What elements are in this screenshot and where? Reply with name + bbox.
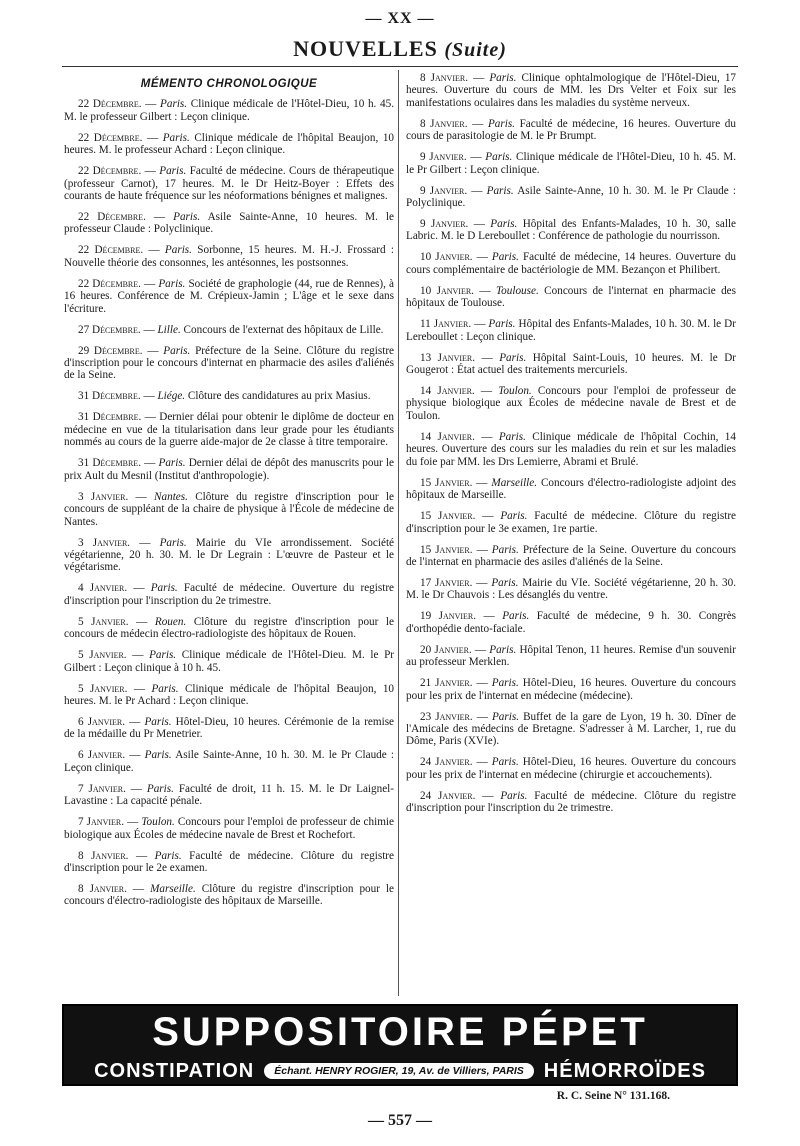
entry-text: Hôpital des Enfants-Malades, 10 h. 30. M. le Dr Lereboullet : Leçon clinique. xyxy=(406,318,736,343)
entry-city: Toulon. xyxy=(498,385,532,398)
entry-city: Paris. xyxy=(502,610,530,623)
entry-date: 3 Janvier. xyxy=(78,490,129,503)
entry-text: Mairie du VIe. Société végétarienne, 20 h. 30. M. le Dr Chauvois : Les désanglés du ventre. xyxy=(406,576,736,602)
agenda-entry: 10 Janvier. — Toulouse. Concours de l'internat en pharmacie des hôpitaux de Toulouse. xyxy=(406,284,736,310)
agenda-entry: 8 Janvier. — Paris. Faculté de médecine. Clôture du registre d'inscription pour le 2e examen. xyxy=(64,849,394,874)
ad-title: SUPPOSITOIRE PÉPET xyxy=(152,1010,648,1054)
agenda-entry: 9 Janvier. — Paris. Hôpital des Enfants-Malades, 10 h. 30, salle Labric. M. le D Lereboullet : Conférence de pathologie du nourrisson. xyxy=(406,218,736,243)
agenda-entry: 13 Janvier. — Paris. Hôpital Saint-Louis, 10 heures. M. le Dr Gougerot : État actuel des traitements mercuriels. xyxy=(406,351,736,377)
entry-date: 31 Décembre. xyxy=(78,411,142,424)
entry-text: Concours d'électro-radiologiste adjoint des hôpitaux de Marseille. xyxy=(406,476,736,502)
entry-city: Paris. xyxy=(158,457,186,470)
agenda-entry: 14 Janvier. — Paris. Clinique médicale de l'hôpital Cochin, 14 heures. Ouverture des cours sur les maladies du rein et sur les maladies du foie par MM. les Drs Lemierre, Abrami et Brulé. xyxy=(406,430,736,468)
entry-date: 31 Décembre. xyxy=(78,390,141,403)
entry-city: Toulouse. xyxy=(495,284,539,297)
agenda-entry: 3 Janvier. — Paris. Mairie du VIe arrondissement. Société végétarienne, 20 h. 30. M. le Dr Legrain : L'œuvre de Pasteur et le végétarisme. xyxy=(64,536,394,574)
entry-date: 8 Janvier. xyxy=(78,849,129,862)
entry-city: Liége. xyxy=(157,390,186,403)
registry-number: R. C. Seine N° 131.168. xyxy=(556,1090,670,1102)
entry-text: Asile Sainte-Anne, 10 heures. M. le professeur Claude : Polyclinique. xyxy=(64,211,394,236)
agenda-entry: 9 Janvier. — Paris. Asile Sainte-Anne, 10 h. 30. M. le Pr Claude : Polyclinique. xyxy=(406,184,736,210)
ad-right-text: HÉMORROÏDES xyxy=(543,1059,706,1082)
agenda-entry: 31 Décembre. — Dernier délai pour obtenir le diplôme de docteur en médecine en vue de la titularisation dans leur grade pour les étudiants nommés au cours de la guerre aide-major de 2e classe à titre temporaire. xyxy=(64,411,394,449)
agenda-entry: 20 Janvier. — Paris. Hôpital Tenon, 11 heures. Remise d'un souvenir au professeur Merklen. xyxy=(406,643,736,669)
entry-text: Clinique médicale de l'Hôtel-Dieu. M. le Pr Gilbert : Leçon clinique à 10 h. 45. xyxy=(64,649,394,674)
agenda-entry: 4 Janvier. — Paris. Faculté de médecine. Ouverture du registre d'inscription pour l'inscription du 2e trimestre. xyxy=(64,582,394,607)
entry-city: Paris. xyxy=(491,251,519,264)
page-folio-top: — XX — xyxy=(365,10,435,27)
agenda-entry: 3 Janvier. — Nantes. Clôture du registre d'inscription pour le concours de suppléant de la chaire de physique à l'École de médecine de Nantes. xyxy=(64,490,394,528)
entry-city: Paris. xyxy=(149,649,177,662)
entry-text: Asile Sainte-Anne, 10 h. 30. M. le Pr Claude : Polyclinique. xyxy=(406,184,736,210)
agenda-entry: 22 Décembre. — Paris. Clinique médicale de l'hôpital Beaujon, 10 heures. M. le professeur Achard : Leçon clinique. xyxy=(64,131,394,157)
entry-city: Paris. xyxy=(146,782,174,795)
entry-date: 17 Janvier. xyxy=(420,576,473,589)
entry-city: Paris. xyxy=(498,430,526,443)
agenda-entry: 22 Décembre. — Paris. Asile Sainte-Anne, 10 heures. M. le professeur Claude : Polyclinique. xyxy=(64,211,394,236)
entry-text: Faculté de médecine. Ouverture du registre d'inscription pour l'inscription du 2e trimestre. xyxy=(64,582,394,607)
entry-city: Paris. xyxy=(150,582,178,595)
entry-city: Paris. xyxy=(163,344,191,357)
agenda-entry: 8 Janvier. — Marseille. Clôture du registre d'inscription pour le concours d'électro-radiologiste des hôpitaux de Marseille. xyxy=(64,882,394,908)
agenda-entry: 8 Janvier. — Paris. Faculté de médecine, 16 heures. Ouverture du cours de parasitologie de M. le Pr Brumpt. xyxy=(406,117,736,143)
entry-date: 22 Décembre. xyxy=(78,211,146,224)
entry-city: Paris. xyxy=(499,351,527,364)
entry-date: 22 Décembre. xyxy=(78,98,142,111)
entry-city: Paris. xyxy=(490,218,518,231)
page-folio-bottom: — 557 — xyxy=(368,1112,432,1129)
entry-text: Hôpital Tenon, 11 heures. Remise d'un souvenir au professeur Merklen. xyxy=(406,643,736,669)
entry-date: 5 Janvier. xyxy=(78,649,127,662)
entry-date: 9 Janvier. xyxy=(420,151,467,164)
entry-city: Paris. xyxy=(486,184,514,197)
agenda-entry: 23 Janvier. — Paris. Buffet de la gare de Lyon, 19 h. 30. Dîner de l'Amicale des médecins de Bretagne. S'adresser à M. Larcher, 1, rue du Dôme, Paris (XVIe). xyxy=(406,710,736,748)
entry-text: Concours de l'externat des hôpitaux de Lille. xyxy=(183,323,384,336)
entry-city: Paris. xyxy=(173,211,201,224)
agenda-entry: 5 Janvier. — Rouen. Clôture du registre d'inscription pour le concours de médecin électro-radiologiste des hôpitaux de Rouen. xyxy=(64,615,394,641)
agenda-entry: 24 Janvier. — Paris. Faculté de médecine. Clôture du registre d'inscription pour l'inscription du 2e trimestre. xyxy=(406,789,736,815)
entry-city: Paris. xyxy=(489,643,517,656)
entry-text: Faculté de médecine, 14 heures. Ouverture du cours complémentaire de bactériologie de MM. Bezançon et Philibert. xyxy=(406,251,736,276)
entry-text: Faculté de médecine, 16 heures. Ouverture du cours de parasitologie de M. le Pr Brumpt. xyxy=(406,117,736,143)
entry-city: Nantes. xyxy=(154,490,188,503)
entry-date: 22 Décembre. xyxy=(78,244,144,257)
entry-date: 14 Janvier. xyxy=(420,430,475,443)
entry-city: Paris. xyxy=(144,715,172,728)
entry-text: Hôpital des Enfants-Malades, 10 h. 30, salle Labric. M. le D Lereboullet : Conférence de pathologie du nourrisson. xyxy=(406,218,736,243)
entry-city: Paris. xyxy=(491,543,519,556)
entry-text: Clinique ophtalmologique de l'Hôtel-Dieu, 17 heures. Ouverture du cours de MM. les Drs Velter et Foix sur les manifestations oculaires dans les maladies du système nerveux. xyxy=(406,72,736,109)
section-title-main: NOUVELLES xyxy=(293,36,438,61)
memento-heading: MÉMENTO CHRONOLOGIQUE xyxy=(140,78,318,90)
entry-city: Paris. xyxy=(485,151,513,164)
entry-city: Toulon. xyxy=(141,816,175,829)
entry-date: 3 Janvier. xyxy=(78,536,131,549)
entry-text: Clinique médicale de l'hôpital Beaujon, 10 heures. M. le professeur Achard : Leçon clinique. xyxy=(64,131,394,157)
entry-date: 6 Janvier. xyxy=(78,715,126,728)
agenda-entry: 24 Janvier. — Paris. Hôtel-Dieu, 16 heures. Ouverture du concours pour les prix de l'internat en médecine (chirurgie et accouchements). xyxy=(406,756,736,781)
agenda-entry: 5 Janvier. — Paris. Clinique médicale de l'Hôtel-Dieu. M. le Pr Gilbert : Leçon clinique à 10 h. 45. xyxy=(64,649,394,674)
entry-text: Clinique médicale de l'hôpital Cochin, 14 heures. Ouverture des cours sur les maladies du rein et sur les maladies du foie par MM. les Drs Lemierre, Abrami et Brulé. xyxy=(406,430,736,468)
left-column xyxy=(64,72,394,994)
entry-date: 10 Janvier. xyxy=(420,284,474,297)
agenda-entry: 7 Janvier. — Toulon. Concours pour l'emploi de professeur de chimie biologique aux Écoles de médecine navale de Brest et Rochefort. xyxy=(64,816,394,841)
agenda-entry: 15 Janvier. — Paris. Faculté de médecine. Clôture du registre d'inscription pour le 3e examen, 1re partie. xyxy=(406,510,736,535)
entry-city: Paris. xyxy=(491,756,519,769)
entry-text: Clinique médicale de l'Hôtel-Dieu, 10 h. 45. M. le professeur Gilbert : Leçon clinique. xyxy=(64,98,394,123)
entry-date: 11 Janvier. xyxy=(420,318,472,331)
agenda-entry: 5 Janvier. — Paris. Clinique médicale de l'hôpital Beaujon, 10 heures. M. le Pr Achard : Leçon clinique. xyxy=(64,682,394,707)
entry-date: 31 Décembre. xyxy=(78,457,141,470)
entry-text: Clôture du registre d'inscription pour le concours de médecin électro-radiologiste des hôpitaux de Rouen. xyxy=(64,615,394,641)
agenda-entry: 22 Décembre. — Paris. Sorbonne, 15 heures. M. H.-J. Frossard : Nouvelle théorie des consonnes, les antésonnes, les postsonnes. xyxy=(64,244,394,269)
entry-date: 7 Janvier. xyxy=(78,782,126,795)
entry-text: Concours de l'internat en pharmacie des hôpitaux de Toulouse. xyxy=(406,284,736,310)
entry-city: Paris. xyxy=(489,72,517,84)
agenda-entry: 21 Janvier. — Paris. Hôtel-Dieu, 16 heures. Ouverture du concours pour les prix de l'internat en médecine (médecine). xyxy=(406,677,736,702)
agenda-entry: 31 Décembre. — Liége. Clôture des candidatures au prix Masius. xyxy=(78,390,371,403)
entry-date: 7 Janvier. xyxy=(78,816,125,829)
entry-text: Sorbonne, 15 heures. M. H.-J. Frossard : Nouvelle théorie des consonnes, les antésonnes, les postsonnes. xyxy=(64,244,394,269)
entry-date: 27 Décembre. xyxy=(78,323,141,336)
entry-text: Hôtel-Dieu, 10 heures. Cérémonie de la remise de la médaille du Pr Menetrier. xyxy=(64,715,394,741)
entry-text: Hôtel-Dieu, 16 heures. Ouverture du concours pour les prix de l'internat en médecine (chirurgie et accouchements). xyxy=(406,756,736,781)
entry-text: Mairie du VIe arrondissement. Société végétarienne, 20 h. 30. M. le Dr Legrain : L'œuvre de Pasteur et le végétarisme. xyxy=(64,536,394,574)
entry-text: Clôture du registre d'inscription pour le concours de suppléant de la chaire de physique à l'École de médecine de Nantes. xyxy=(64,490,394,528)
agenda-entry: 9 Janvier. — Paris. Clinique médicale de l'Hôtel-Dieu, 10 h. 45. M. le Pr Gilbert : Leçon clinique. xyxy=(406,151,736,176)
agenda-entry: 6 Janvier. — Paris. Asile Sainte-Anne, 10 h. 30. M. le Pr Claude : Leçon clinique. xyxy=(64,749,394,774)
entry-date: 15 Janvier. xyxy=(420,510,476,523)
agenda-entry: 8 Janvier. — Paris. Clinique ophtalmologique de l'Hôtel-Dieu, 17 heures. Ouverture du cours de MM. les Drs Velter et Foix sur les manifestations oculaires dans les maladies du système nerveux. xyxy=(406,72,736,109)
entry-text: Faculté de médecine. Clôture du registre d'inscription pour le 2e examen. xyxy=(64,849,394,874)
ad-left-text: CONSTIPATION xyxy=(94,1059,255,1082)
agenda-entry: 22 Décembre. — Paris. Faculté de médecine. Cours de thérapeutique (professeur Carnot), 17 heures. M. le Dr Heitz-Boyer : Effets des courants de haute fréquence sur les néoformations bénignes et malignes. xyxy=(64,165,394,203)
entry-date: 22 Décembre. xyxy=(78,131,143,144)
entry-city: Paris. xyxy=(491,710,520,723)
section-title xyxy=(0,36,800,62)
entry-date: 22 Décembre. xyxy=(78,165,142,178)
entry-date: 9 Janvier. xyxy=(420,184,468,197)
entry-date: 13 Janvier. xyxy=(420,351,476,364)
entry-date: 8 Janvier. xyxy=(420,72,469,84)
agenda-entry: 22 Décembre. — Paris. Société de graphologie (44, rue de Rennes), à 16 heures. Conférence de M. Crépieux-Jamin ; L'âge et le sexe dans l'écriture. xyxy=(64,277,394,315)
entry-city: Paris. xyxy=(151,682,179,695)
entry-city: Paris. xyxy=(491,576,519,589)
entry-date: 20 Janvier. xyxy=(420,643,472,656)
entry-date: 10 Janvier. xyxy=(420,251,473,264)
entry-text: Clôture des candidatures au prix Masius. xyxy=(187,390,371,403)
entry-date: 15 Janvier. xyxy=(420,476,473,489)
entry-text: Faculté de droit, 11 h. 15. M. le Dr Laignel-Lavastine : La capacité pénale. xyxy=(64,782,394,808)
ad-subline xyxy=(64,1058,736,1084)
entry-text: Dernier délai pour obtenir le diplôme de docteur en médecine en vue de la titularisation dans leur grade pour les étudiants nommés au cours de la guerre aide-major de 2e classe à titre temporaire. xyxy=(64,411,394,449)
entry-date: 4 Janvier. xyxy=(78,582,128,595)
entry-text: Faculté de médecine. Cours de thérapeutique (professeur Carnot), 17 heures. M. le Dr Heitz-Boyer : Effets des courants de haute fréquence sur les néoformations bénignes et malignes. xyxy=(64,165,394,203)
entry-date: 22 Décembre. xyxy=(78,277,141,290)
entry-text: Concours pour l'emploi de professeur de chimie biologique aux Écoles de médecine navale de Brest et Rochefort. xyxy=(64,816,394,841)
entry-text: Préfecture de la Seine. Ouverture du concours de l'internat en pharmacie des asiles d'aliénés de la Seine. xyxy=(406,543,736,568)
entry-date: 24 Janvier. xyxy=(420,756,473,769)
agenda-entry: 15 Janvier. — Marseille. Concours d'électro-radiologiste adjoint des hôpitaux de Marseille. xyxy=(406,476,736,502)
entry-city: Paris. xyxy=(159,536,187,549)
entry-date: 6 Janvier. xyxy=(78,749,126,762)
entry-city: Paris. xyxy=(158,277,186,290)
advertisement-banner xyxy=(62,1004,738,1086)
entry-date: 24 Janvier. xyxy=(420,789,476,802)
entry-city: Marseille. xyxy=(150,882,196,895)
entry-date: 29 Décembre. xyxy=(78,344,143,357)
section-title-suffix: (Suite) xyxy=(444,39,507,61)
entry-city: Paris. xyxy=(500,789,528,802)
entry-city: Paris. xyxy=(491,677,519,690)
entry-text: Faculté de médecine, 9 h. 30. Congrès d'orthopédie dento-faciale. xyxy=(406,610,736,635)
entry-date: 8 Janvier. xyxy=(420,117,468,130)
entry-date: 19 Janvier. xyxy=(420,610,477,623)
entry-city: Paris. xyxy=(160,98,188,111)
entry-text: Concours pour l'emploi de professeur de physique biologique aux Écoles de médecine navale de Brest et de Toulon. xyxy=(406,385,736,422)
agenda-entry: 17 Janvier. — Paris. Mairie du VIe. Société végétarienne, 20 h. 30. M. le Dr Chauvois : Les désanglés du ventre. xyxy=(406,576,736,602)
entry-text: Buffet de la gare de Lyon, 19 h. 30. Dîner de l'Amicale des médecins de Bretagne. S'adresser à M. Larcher, 1, rue du Dôme, Paris (XVIe). xyxy=(406,710,736,748)
entry-date: 21 Janvier. xyxy=(420,677,473,690)
entry-date: 8 Janvier. xyxy=(78,882,127,895)
agenda-entry: 31 Décembre. — Paris. Dernier délai de dépôt des manuscrits pour le prix Ault du Mesnil (Institut d'anthropologie). xyxy=(64,457,394,482)
ad-sample-address: Échant. HENRY ROGIER, 19, Av. de Villiers, PARIS xyxy=(264,1063,534,1079)
entry-text: Société de graphologie (44, rue de Rennes), à 16 heures. Conférence de M. Crépieux-Jamin ; L'âge et le sexe dans l'écriture. xyxy=(64,277,394,315)
entry-city: Paris. xyxy=(159,165,187,178)
entry-text: Clôture du registre d'inscription pour le concours d'électro-radiologiste des hôpitaux de Marseille. xyxy=(64,882,394,908)
agenda-entry: 29 Décembre. — Paris. Préfecture de la Seine. Clôture du registre d'inscription pour le concours d'internat en pharmacie des asiles d'aliénés de la Seine. xyxy=(64,344,394,382)
entry-city: Lille. xyxy=(157,323,181,336)
entry-text: Hôtel-Dieu, 16 heures. Ouverture du concours pour les prix de l'internat en médecine (médecine). xyxy=(406,677,736,702)
entry-date: 15 Janvier. xyxy=(420,543,473,556)
entry-date: 9 Janvier. xyxy=(420,218,469,231)
entry-city: Rouen. xyxy=(154,615,187,628)
agenda-entry: 6 Janvier. — Paris. Hôtel-Dieu, 10 heures. Cérémonie de la remise de la médaille du Pr Menetrier. xyxy=(64,715,394,741)
entry-text: Préfecture de la Seine. Clôture du registre d'inscription pour le concours d'internat en pharmacie des asiles d'aliénés de la Seine. xyxy=(64,344,394,382)
entry-date: 23 Janvier. xyxy=(420,710,473,723)
entry-text: Dernier délai de dépôt des manuscrits pour le prix Ault du Mesnil (Institut d'anthropologie). xyxy=(64,457,394,482)
entry-city: Paris. xyxy=(144,749,172,762)
entry-text: Clinique médicale de l'hôpital Beaujon, 10 heures. M. le Pr Achard : Leçon clinique. xyxy=(64,682,394,707)
entry-city: Paris. xyxy=(154,849,182,862)
entry-city: Paris. xyxy=(487,117,515,130)
entry-date: 14 Janvier. xyxy=(420,385,475,398)
agenda-entry: 19 Janvier. — Paris. Faculté de médecine, 9 h. 30. Congrès d'orthopédie dento-faciale. xyxy=(406,610,736,635)
agenda-entry: 22 Décembre. — Paris. Clinique médicale de l'Hôtel-Dieu, 10 h. 45. M. le professeur Gilbert : Leçon clinique. xyxy=(64,98,394,123)
entry-text: Faculté de médecine. Clôture du registre d'inscription pour l'inscription du 2e trimestre. xyxy=(406,789,736,815)
agenda-entry: 11 Janvier. — Paris. Hôpital des Enfants-Malades, 10 h. 30. M. le Dr Lereboullet : Leçon clinique. xyxy=(406,318,736,343)
entry-city: Paris. xyxy=(500,510,528,523)
top-rule xyxy=(62,66,738,67)
entry-city: Paris. xyxy=(488,318,516,331)
agenda-entry: 27 Décembre. — Lille. Concours de l'externat des hôpitaux de Lille. xyxy=(78,323,384,336)
entry-city: Marseille. xyxy=(491,476,538,489)
right-column xyxy=(406,72,736,994)
entry-text: Asile Sainte-Anne, 10 h. 30. M. le Pr Claude : Leçon clinique. xyxy=(64,749,394,774)
agenda-entry: 14 Janvier. — Toulon. Concours pour l'emploi de professeur de physique biologique aux Écoles de médecine navale de Brest et de Toulon. xyxy=(406,385,736,422)
entry-text: Hôpital Saint-Louis, 10 heures. M. le Dr Gougerot : État actuel des traitements mercuriels. xyxy=(406,351,736,377)
entry-date: 5 Janvier. xyxy=(78,682,128,695)
entry-date: 5 Janvier. xyxy=(78,615,129,628)
agenda-entry: 15 Janvier. — Paris. Préfecture de la Seine. Ouverture du concours de l'internat en pharmacie des asiles d'aliénés de la Seine. xyxy=(406,543,736,568)
entry-city: Paris. xyxy=(162,131,190,144)
entry-city: Paris. xyxy=(164,244,192,257)
entry-text: Faculté de médecine. Clôture du registre d'inscription pour le 3e examen, 1re partie. xyxy=(406,510,736,535)
agenda-entry: 10 Janvier. — Paris. Faculté de médecine, 14 heures. Ouverture du cours complémentaire de bactériologie de MM. Bezançon et Philibert. xyxy=(406,251,736,276)
column-divider xyxy=(398,70,399,996)
entry-text: Clinique médicale de l'Hôtel-Dieu, 10 h. 45. M. le Pr Gilbert : Leçon clinique. xyxy=(406,151,736,176)
agenda-entry: 7 Janvier. — Paris. Faculté de droit, 11 h. 15. M. le Dr Laignel-Lavastine : La capacité pénale. xyxy=(64,782,394,808)
